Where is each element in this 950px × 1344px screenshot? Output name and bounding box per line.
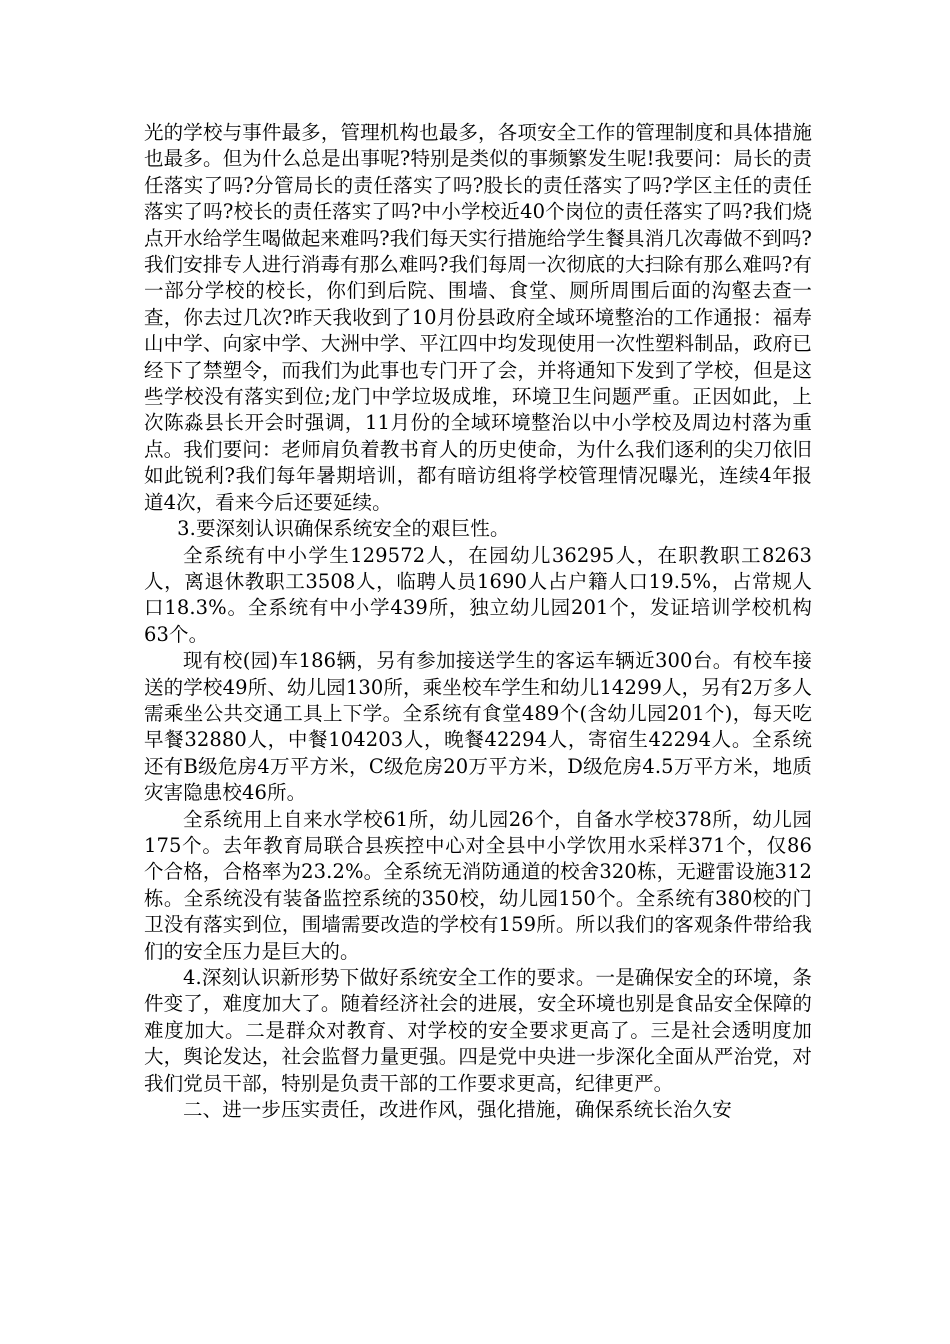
- paragraph-continuation: 光的学校与事件最多，管理机构也最多，各项安全工作的管理制度和具体措施也最多。但为什么总是出事呢?特别是类似的事频繁发生呢!我要问：局长的责任落实了吗?分管局长的责任落实了吗?股长的责任落实了吗?学区主任的责任落实了吗?校长的责任落实了吗?中小学校近40个岗位的责任落实了吗?我们烧点开水给学生喝做起来难吗?我们每天实行措施给学生餐具消几次毒做不到吗?我们安排专人进行消毒有那么难吗?我们每周一次彻底的大扫除有那么难吗?有一部分学校的校长，你们到后院、围墙、食堂、厕所周围后面的沟壑去查一查，你去过几次?昨天我收到了10月份县政府全域环境整治的工作通报：福寿山中学、向家中学、大洲中学、平江四中均发现使用一次性塑料制品，政府已经下了禁塑令，而我们为此事也专门开了会，并将通知下发到了学校，但是这些学校没有落实到位;龙门中学垃圾成堆，环境卫生问题严重。正因如此，上次陈淼县长开会时强调，11月份的全域环境整治以中小学校及周边村落为重点。我们要问：老师肩负着教书育人的历史使命，为什么我们逐利的尖刀依旧如此锐利?我们每年暑期培训，都有暗访组将学校管理情况曝光，连续4年报道4次，看来今后还要延续。: [144, 121, 812, 514]
- paragraph-vehicle-stats: 现有校(园)车186辆，另有参加接送学生的客运车辆近300台。有校车接送的学校49所、幼儿园130所，乘坐校车学生和幼儿14299人，另有2万多人需乘坐公共交通工具上下学。全系统有食堂489个(含幼儿园201个)，每天吃早餐32880人，中餐104203人，晚餐42294人，寄宿生42294人。全系统还有B级危房4万平方米，C级危房20万平方米，D级危房4.5万平方米，地质灾害隐患校46所。: [144, 649, 812, 805]
- paragraph-water-stats: 全系统用上自来水学校61所，幼儿园26个，自备水学校378所，幼儿园175个。去年教育局联合县疾控中心对全县中小学饮用水采样371个，仅86个合格，合格率为23.2%。全系统无消防通道的校舍320栋，无避雷设施312栋。全系统没有装备监控系统的350校，幼儿园150个。全系统有380校的门卫没有落实到位，围墙需要改造的学校有159所。所以我们的客观条件带给我们的安全压力是巨大的。: [144, 807, 812, 963]
- paragraph-heading-4: 4.深刻认识新形势下做好系统安全工作的要求。一是确保安全的环境，条件变了，难度加大了。随着经济社会的进展，安全环境也别是食品安全保障的难度加大。二是群众对教育、对学校的安全要求更高了。三是社会透明度加大，舆论发达，社会监督力量更强。四是党中央进一步深化全面从严治党，对我们党员干部，特别是负责干部的工作要求更高，纪律更严。: [144, 966, 812, 1095]
- document-page: [144, 120, 812, 1123]
- paragraph-student-stats: 全系统有中小学生129572人，在园幼儿36295人，在职教职工8263人，离退休教职工3508人，临聘人员1690人占户籍人口19.5%，占常规人口18.3%。全系统有中小学439所，独立幼儿园201个，发证培训学校机构63个。: [144, 543, 812, 646]
- section-heading-2: 二、进一步压实责任，改进作风，强化措施，确保系统长治久安: [183, 1098, 732, 1122]
- paragraph-heading-3: 3.要深刻认识确保系统安全的艰巨性。: [177, 517, 510, 541]
